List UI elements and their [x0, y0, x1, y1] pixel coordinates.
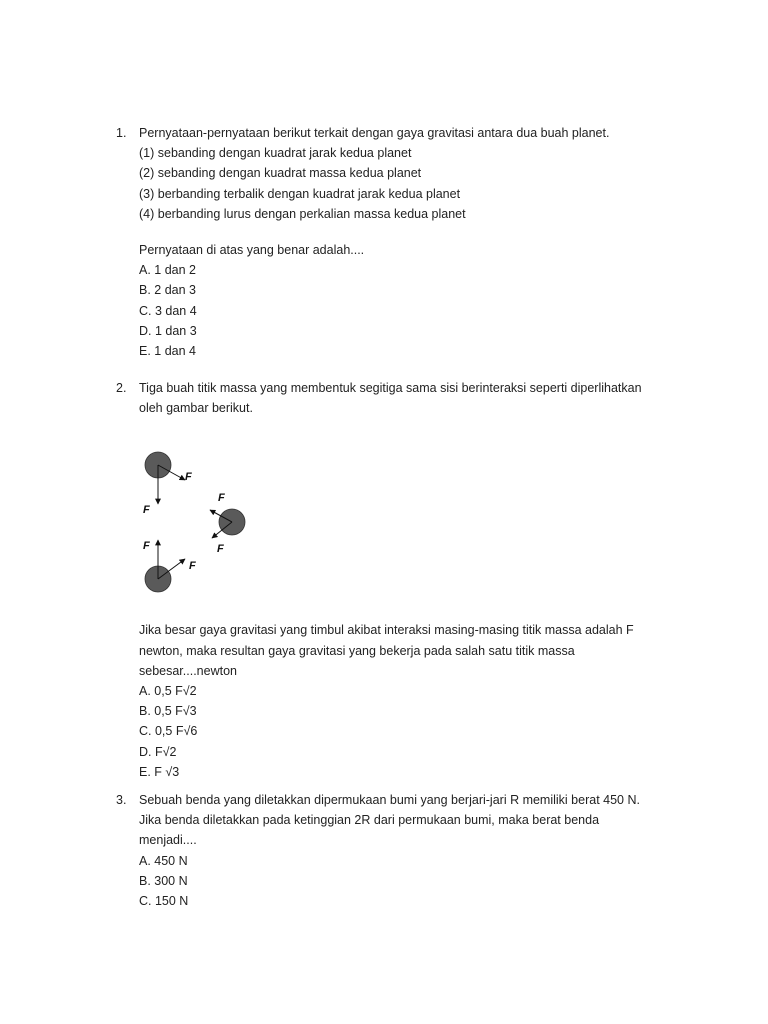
force-label: F: [218, 492, 225, 505]
force-diagram-svg: [139, 450, 279, 600]
force-label: F: [217, 543, 224, 556]
question-number: 1.: [116, 126, 127, 140]
question-stem: menjadi....: [139, 833, 197, 848]
answer-option: A. 450 N: [139, 853, 188, 868]
question-text: sebesar....newton: [139, 663, 237, 678]
answer-option: A. 1 dan 2: [139, 263, 196, 278]
answer-option: A. 0,5 F√2: [139, 683, 197, 698]
force-label: F: [143, 540, 150, 553]
question-3: [116, 790, 676, 911]
answer-option: E. F √3: [139, 764, 180, 779]
question-stem: Jika benda diletakkan pada ketinggian 2R dari permukaan bumi, maka berat benda: [139, 813, 600, 828]
statement: (2) sebanding dengan kuadrat massa kedua planet: [139, 166, 422, 181]
force-label: F: [143, 504, 150, 517]
question-prompt: Pernyataan di atas yang benar adalah....: [139, 242, 365, 257]
statement: (1) sebanding dengan kuadrat jarak kedua planet: [139, 146, 412, 161]
question-1: [116, 123, 676, 361]
question-number: 3.: [116, 793, 127, 807]
force-label: F: [185, 471, 192, 484]
question-number: 2.: [116, 381, 127, 395]
answer-option: B. 0,5 F√3: [139, 704, 197, 719]
answer-option: D. F√2: [139, 744, 177, 759]
question-stem: Sebuah benda yang diletakkan dipermukaan bumi yang berjari-jari R memiliki berat 450 N.: [139, 793, 640, 807]
answer-option: D. 1 dan 3: [139, 323, 197, 338]
question-2: [116, 378, 676, 782]
statement: (4) berbanding lurus dengan perkalian massa kedua planet: [139, 206, 466, 221]
question-text: newton, maka resultan gaya gravitasi yang bekerja pada salah satu titik massa: [139, 643, 575, 658]
force-label: F: [189, 560, 196, 573]
answer-option: C. 0,5 F√6: [139, 724, 198, 739]
question-stem: Pernyataan-pernyataan berikut terkait dengan gaya gravitasi antara dua buah planet.: [139, 126, 610, 140]
question-stem: oleh gambar berikut.: [139, 401, 253, 416]
answer-option: C. 150 N: [139, 893, 189, 908]
answer-option: B. 300 N: [139, 873, 188, 888]
question-text: Jika besar gaya gravitasi yang timbul akibat interaksi masing-masing titik massa adalah F: [139, 623, 634, 638]
statement: (3) berbanding terbalik dengan kuadrat jarak kedua planet: [139, 186, 461, 201]
force-diagram: [139, 450, 279, 600]
answer-option: E. 1 dan 4: [139, 343, 196, 358]
answer-option: C. 3 dan 4: [139, 303, 197, 318]
question-stem: Tiga buah titik massa yang membentuk segitiga sama sisi berinteraksi seperti diperlihatkan: [139, 381, 642, 395]
answer-option: B. 2 dan 3: [139, 283, 196, 298]
